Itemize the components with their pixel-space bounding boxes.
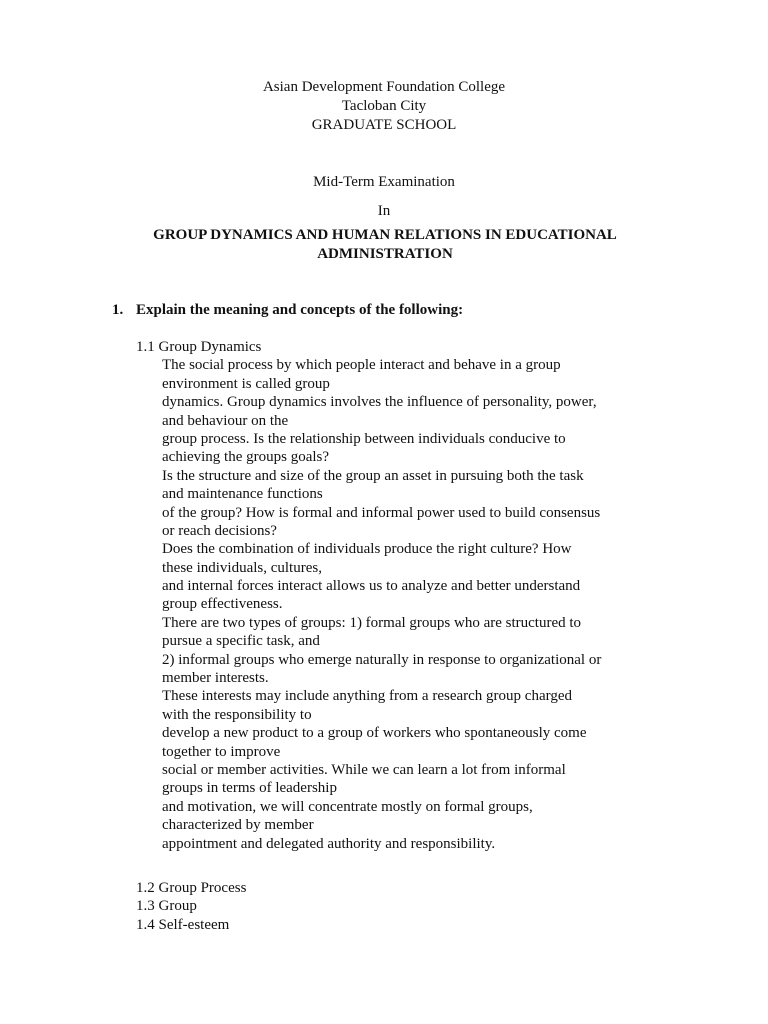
institution-name: Asian Development Foundation College [262,79,506,95]
section-heading: 1.1 Group Dynamics [136,339,262,355]
body-line: and maintenance functions [162,486,323,503]
question-1 [112,301,463,320]
body-line: 2) informal groups who emerge naturally in response to organizational or [162,651,602,668]
sub-item-self-esteem: 1.4 Self-esteem [136,916,230,933]
body-line: The social process by which people interact and behave in a group [162,357,561,374]
body-line: Is the structure and size of the group an asset in pursuing both the task [162,467,584,484]
exam-connector: In [377,203,391,219]
body-line: and motivation, we will concentrate mostly on formal groups, [162,798,533,815]
body-line: These interests may include anything from a research group charged [162,688,572,705]
body-line: member interests. [162,670,269,687]
body-line: There are two types of groups: 1) formal groups who are structured to [162,614,582,631]
body-line: appointment and delegated authority and responsibility. [162,835,496,852]
body-line: and internal forces interact allows us to analyze and better understand [162,578,581,595]
body-line: achieving the groups goals? [162,449,330,466]
body-line: and behaviour on the [162,412,289,429]
exam-name: Mid-Term Examination [313,174,455,190]
body-line: dynamics. Group dynamics involves the influence of personality, power, [162,394,597,411]
exam-heading [0,173,768,221]
body-line: or reach decisions? [162,522,277,539]
body-line: Does the combination of individuals produce the right culture? How [162,541,572,558]
question-number: 1. [112,302,124,318]
body-line: with the responsibility to [162,706,312,723]
sub-item-group-process: 1.2 Group Process [136,880,247,896]
document-header [0,78,768,135]
school-name: GRADUATE SCHOOL [311,117,457,133]
institution-city: Tacloban City [341,98,427,114]
section-group-dynamics [136,338,696,853]
body-line: of the group? How is formal and informal power used to build consensus [162,504,601,521]
body-line: together to improve [162,743,281,760]
body-line: group process. Is the relationship between individuals conducive to [162,430,566,447]
body-line: pursue a specific task, and [162,633,320,650]
exam-subject-line-2: ADMINISTRATION [317,246,453,262]
body-line: characterized by member [162,817,314,834]
body-line: environment is called group [162,375,330,392]
section-body [162,356,696,853]
sub-item-group: 1.3 Group [136,898,197,915]
exam-subject-line-1: GROUP DYNAMICS AND HUMAN RELATIONS IN EDUCATIONAL [153,227,617,243]
remaining-sub-items [136,879,246,934]
body-line: develop a new product to a group of workers who spontaneously come [162,725,587,742]
body-line: social or member activities. While we can learn a lot from informal [162,761,566,778]
body-line: group effectiveness. [162,596,283,613]
question-text: Explain the meaning and concepts of the following: [136,302,464,318]
exam-subject-title [90,226,680,264]
body-line: these individuals, cultures, [162,559,322,576]
body-line: groups in terms of leadership [162,780,337,797]
